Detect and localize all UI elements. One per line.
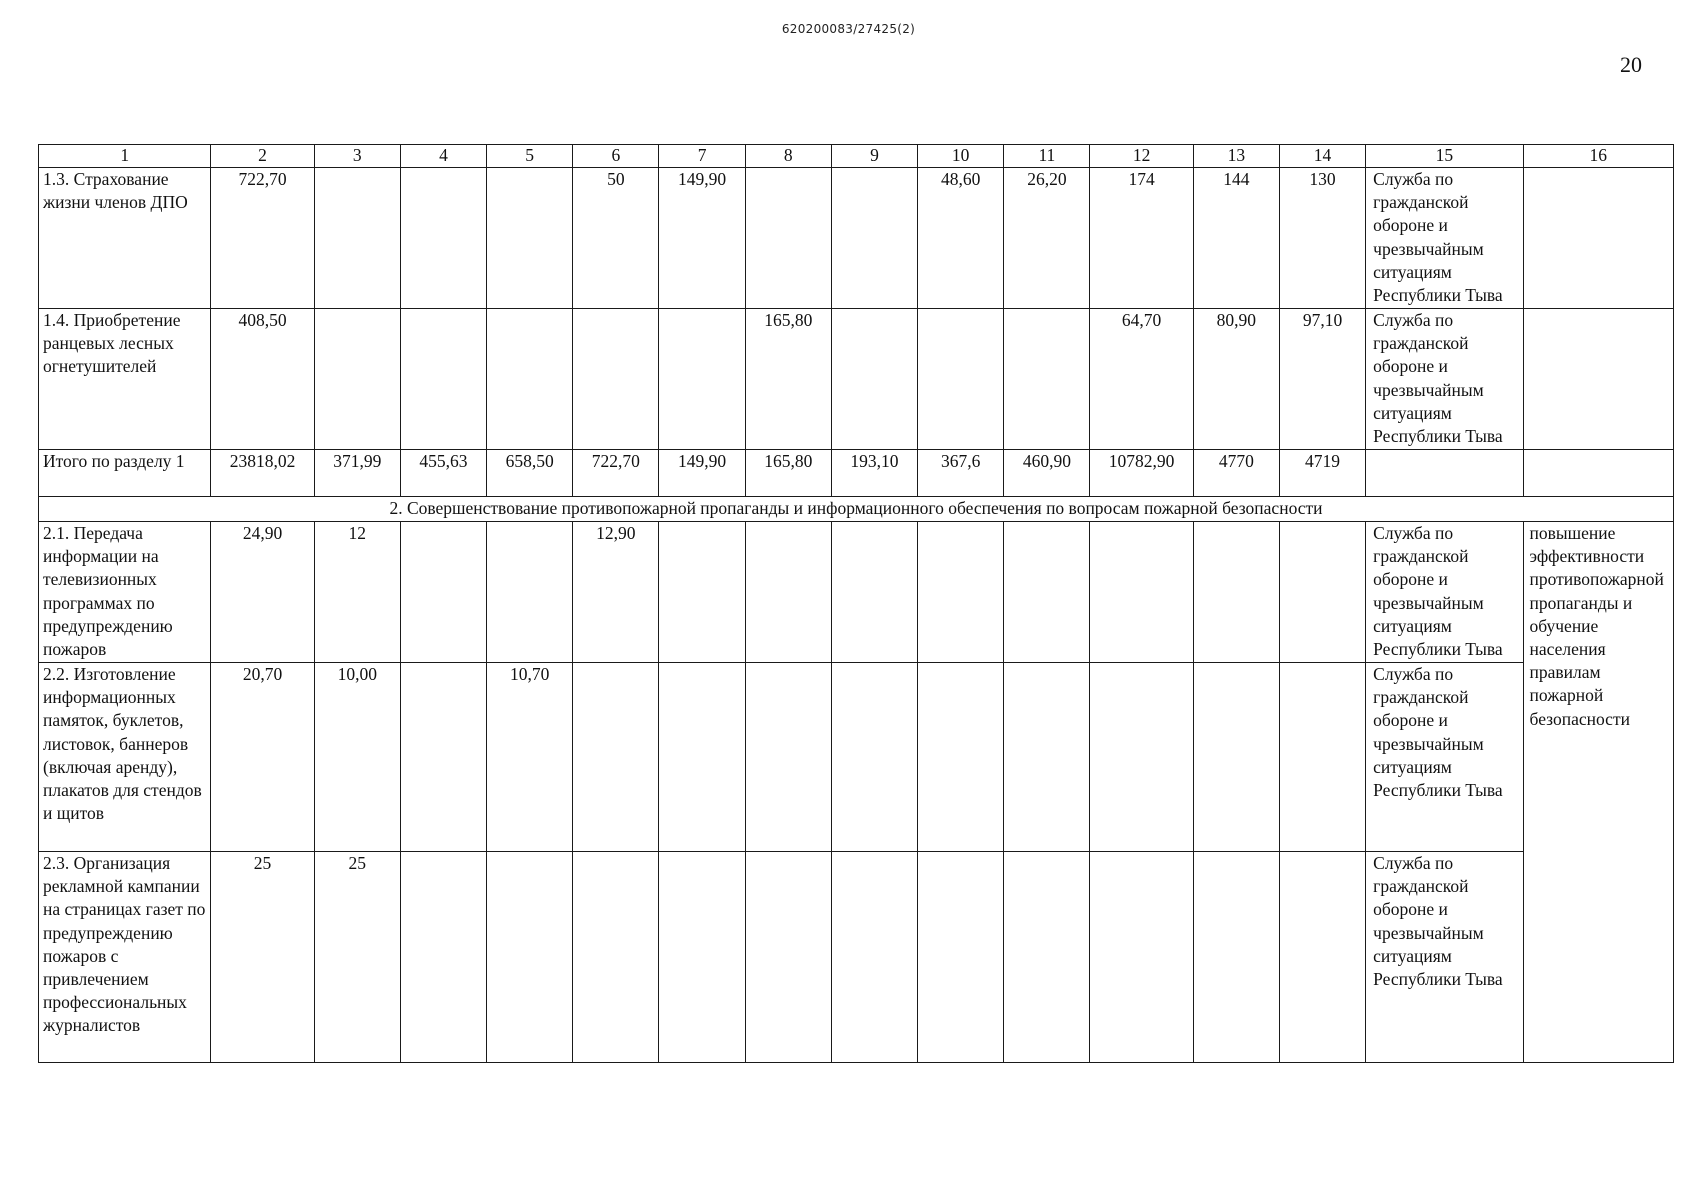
column-header: 14: [1279, 145, 1365, 168]
column-header: 5: [487, 145, 573, 168]
value-cell: [1004, 309, 1090, 450]
column-header: 7: [659, 145, 745, 168]
executor-cell: Служба по гражданской обороне и чрезвычайным ситуациям Республики Тыва: [1366, 522, 1523, 663]
value-cell: 24,90: [211, 522, 314, 663]
value-cell: 658,50: [487, 450, 573, 497]
value-cell: [1279, 522, 1365, 663]
value-cell: [831, 309, 917, 450]
value-cell: 10782,90: [1090, 450, 1193, 497]
value-cell: [487, 168, 573, 309]
table-row: [39, 309, 1674, 450]
value-cell: 10,00: [314, 663, 400, 852]
column-header: 12: [1090, 145, 1193, 168]
value-cell: [918, 309, 1004, 450]
value-cell: [918, 522, 1004, 663]
value-cell: [1004, 522, 1090, 663]
value-cell: [487, 852, 573, 1063]
value-cell: [1004, 852, 1090, 1063]
executor-cell: Служба по гражданской обороне и чрезвычайным ситуациям Республики Тыва: [1366, 852, 1523, 1063]
column-header: 3: [314, 145, 400, 168]
value-cell: [400, 852, 486, 1063]
value-cell: 48,60: [918, 168, 1004, 309]
column-header: 4: [400, 145, 486, 168]
value-cell: 25: [211, 852, 314, 1063]
column-number-row: [39, 145, 1674, 168]
column-header: 13: [1193, 145, 1279, 168]
value-cell: 23818,02: [211, 450, 314, 497]
total-label: Итого по разделу 1: [39, 450, 211, 497]
section-2-goal: повышение эффективности противопожарной пропаганды и обучение населения правилам пожарной безопасности: [1523, 522, 1673, 1063]
value-cell: 80,90: [1193, 309, 1279, 450]
value-cell: [745, 168, 831, 309]
value-cell: [314, 309, 400, 450]
column-header: 16: [1523, 145, 1673, 168]
value-cell: [1193, 663, 1279, 852]
value-cell: [831, 663, 917, 852]
section-2-title: 2. Совершенствование противопожарной пропаганды и информационного обеспечения по вопросам пожарной безопасности: [39, 497, 1674, 522]
value-cell: 371,99: [314, 450, 400, 497]
value-cell: [487, 522, 573, 663]
executor-cell: Служба по гражданской обороне и чрезвычайным ситуациям Республики Тыва: [1366, 309, 1523, 450]
value-cell: [1193, 852, 1279, 1063]
column-header: 10: [918, 145, 1004, 168]
value-cell: 144: [1193, 168, 1279, 309]
value-cell: [918, 852, 1004, 1063]
value-cell: [659, 522, 745, 663]
value-cell: 4719: [1279, 450, 1365, 497]
value-cell: 26,20: [1004, 168, 1090, 309]
value-cell: 97,10: [1279, 309, 1365, 450]
value-cell: 193,10: [831, 450, 917, 497]
value-cell: 64,70: [1090, 309, 1193, 450]
column-header: 6: [573, 145, 659, 168]
value-cell: [659, 309, 745, 450]
goal-cell: [1523, 309, 1673, 450]
value-cell: 10,70: [487, 663, 573, 852]
value-cell: [918, 663, 1004, 852]
value-cell: [400, 309, 486, 450]
table-row: [39, 522, 1674, 663]
value-cell: [1279, 663, 1365, 852]
value-cell: 165,80: [745, 450, 831, 497]
value-cell: 12: [314, 522, 400, 663]
goal-cell: [1523, 168, 1673, 309]
activity-name: 2.3. Организация рекламной кампании на страницах газет по предупреждению пожаров с привлечением профессиональных журналистов: [39, 852, 211, 1063]
executor-cell: [1366, 450, 1523, 497]
value-cell: [573, 852, 659, 1063]
activity-name: 1.4. Приобретение ранцевых лесных огнетушителей: [39, 309, 211, 450]
value-cell: [314, 168, 400, 309]
section-total-row: [39, 450, 1674, 497]
value-cell: 165,80: [745, 309, 831, 450]
value-cell: [1090, 852, 1193, 1063]
value-cell: 12,90: [573, 522, 659, 663]
column-header: 9: [831, 145, 917, 168]
table-row: [39, 663, 1674, 852]
value-cell: [659, 663, 745, 852]
table-row: [39, 168, 1674, 309]
value-cell: [831, 852, 917, 1063]
value-cell: [831, 168, 917, 309]
value-cell: 20,70: [211, 663, 314, 852]
activity-name: 2.1. Передача информации на телевизионных программах по предупреждению пожаров: [39, 522, 211, 663]
column-header: 1: [39, 145, 211, 168]
value-cell: [573, 663, 659, 852]
value-cell: [1279, 852, 1365, 1063]
executor-cell: Служба по гражданской обороне и чрезвычайным ситуациям Республики Тыва: [1366, 168, 1523, 309]
column-header: 2: [211, 145, 314, 168]
value-cell: 722,70: [211, 168, 314, 309]
value-cell: 367,6: [918, 450, 1004, 497]
value-cell: [487, 309, 573, 450]
value-cell: 722,70: [573, 450, 659, 497]
value-cell: 50: [573, 168, 659, 309]
column-header: 8: [745, 145, 831, 168]
value-cell: 149,90: [659, 450, 745, 497]
value-cell: [831, 522, 917, 663]
value-cell: [745, 522, 831, 663]
value-cell: [1193, 522, 1279, 663]
activity-name: 1.3. Страхование жизни членов ДПО: [39, 168, 211, 309]
value-cell: [659, 852, 745, 1063]
value-cell: 460,90: [1004, 450, 1090, 497]
value-cell: 149,90: [659, 168, 745, 309]
activity-name: 2.2. Изготовление информационных памяток, буклетов, листовок, баннеров (включая аренду), плакатов для стендов и щитов: [39, 663, 211, 852]
value-cell: 455,63: [400, 450, 486, 497]
value-cell: [573, 309, 659, 450]
section-heading-row: [39, 497, 1674, 522]
value-cell: 408,50: [211, 309, 314, 450]
table-row: [39, 852, 1674, 1063]
value-cell: [1004, 663, 1090, 852]
document-code: 620200083/27425(2): [781, 22, 916, 36]
value-cell: [745, 663, 831, 852]
value-cell: [1090, 522, 1193, 663]
value-cell: 174: [1090, 168, 1193, 309]
page-number: 20: [1620, 52, 1642, 77]
program-activities-table: [38, 144, 1674, 1063]
executor-cell: Служба по гражданской обороне и чрезвычайным ситуациям Республики Тыва: [1366, 663, 1523, 852]
column-header: 11: [1004, 145, 1090, 168]
value-cell: [745, 852, 831, 1063]
value-cell: [400, 663, 486, 852]
goal-cell: [1523, 450, 1673, 497]
value-cell: 4770: [1193, 450, 1279, 497]
value-cell: [1090, 663, 1193, 852]
value-cell: 130: [1279, 168, 1365, 309]
column-header: 15: [1366, 145, 1523, 168]
value-cell: 25: [314, 852, 400, 1063]
value-cell: [400, 522, 486, 663]
value-cell: [400, 168, 486, 309]
